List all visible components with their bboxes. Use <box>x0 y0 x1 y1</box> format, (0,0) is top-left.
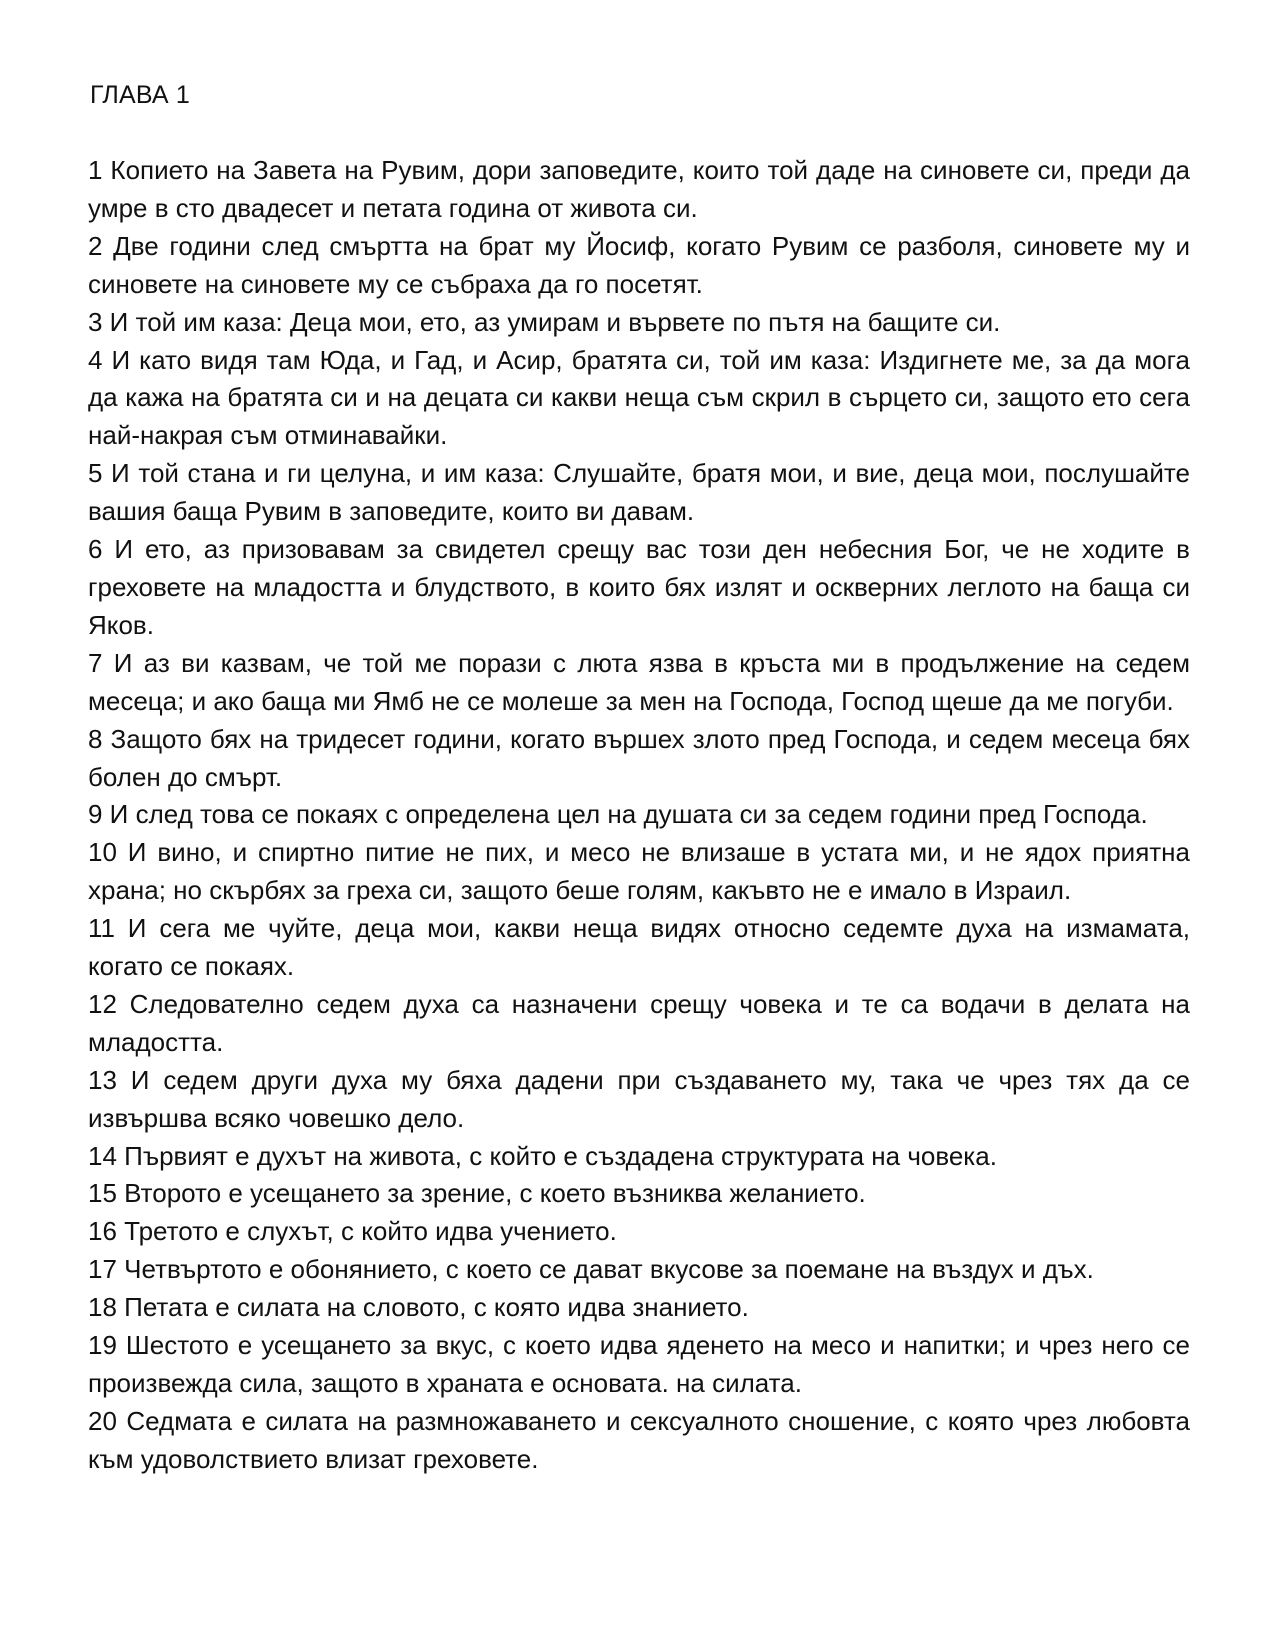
verse-13: 13 И седем други духа му бяха дадени при създаването му, така че чрез тях да се извършва всяко човешко дело. <box>88 1064 1190 1133</box>
verse-10: 10 И вино, и спиртно питие не пих, и месо не влизаше в устата ми, и не ядох приятна храна; но скърбях за греха си, защото беше голям, какъвто не е имало в Израил. <box>88 837 1190 906</box>
verse-4: 4 И като видя там Юда, и Гад, и Асир, братята си, той им каза: Издигнете ме, за да мога да кажа на братята си и на децата си какви неща съм скрил в сърцето си, защото ето сега най-накрая съм отминавайки. <box>88 344 1190 451</box>
verse-20: 20 Седмата е силата на размножаването и сексуалното сношение, с която чрез любовта към удоволствието влизат греховете. <box>88 1405 1190 1474</box>
verse-17: 17 Четвъртото е обонянието, с което се дават вкусове за поемане на въздух и дъх. <box>88 1254 1094 1285</box>
verse-16: 16 Третото е слухът, с който идва учението. <box>88 1216 617 1247</box>
verse-3: 3 И той им каза: Деца мои, ето, аз умирам и вървете по пътя на бащите си. <box>88 306 1001 337</box>
verse-14: 14 Първият е духът на живота, с който е създадена структурата на човека. <box>88 1140 997 1171</box>
verse-1: 1 Копието на Завета на Рувим, дори заповедите, които той даде на синовете си, преди да умре в сто двадесет и петата година от живота си. <box>88 155 1190 223</box>
verse-12: 12 Следователно седем духа са назначени срещу човека и те са водачи в делата на младостта. <box>88 988 1190 1057</box>
verse-19: 19 Шестото е усещането за вкус, с което идва яденето на месо и напитки; и чрез него се произвежда сила, защото в храната е основата. на силата. <box>88 1330 1190 1398</box>
verse-5: 5 И той стана и ги целуна, и им каза: Слушайте, братя мои, и вие, деца мои, послушайте вашия баща Рувим в заповедите, които ви давам. <box>88 458 1190 527</box>
chapter-title: ГЛАВА 1 <box>90 81 190 109</box>
verse-8: 8 Защото бях на тридесет години, когато вършех злото пред Господа, и седем месеца бях болен до смърт. <box>88 723 1190 792</box>
verse-15: 15 Второто е усещането за зрение, с което възниква желанието. <box>88 1178 866 1209</box>
verse-6: 6 И ето, аз призовавам за свидетел срещу вас този ден небесния Бог, че не ходите в греховете на младостта и блудството, в които бях излят и оскверних леглото на баща си Яков. <box>88 534 1190 640</box>
verse-18: 18 Петата е силата на словото, с която идва знанието. <box>88 1292 749 1323</box>
verse-list <box>88 152 1190 1479</box>
verse-2: 2 Две години след смъртта на брат му Йосиф, когато Рувим се разболя, синовете му и синовете на синовете му се събраха да го посетят. <box>88 230 1190 299</box>
verse-11: 11 И сега ме чуйте, деца мои, какви неща видях относно седемте духа на измамата, когато се покаях. <box>88 913 1190 982</box>
verse-9: 9 И след това се покаях с определена цел на душата си за седем години пред Господа. <box>88 799 1148 830</box>
verse-7: 7 И аз ви казвам, че той ме порази с люта язва в кръста ми в продължение на седем месеца; и ако баща ми Ямб не се молеше за мен на Господа, Господ щеше да ме погуби. <box>88 647 1190 716</box>
